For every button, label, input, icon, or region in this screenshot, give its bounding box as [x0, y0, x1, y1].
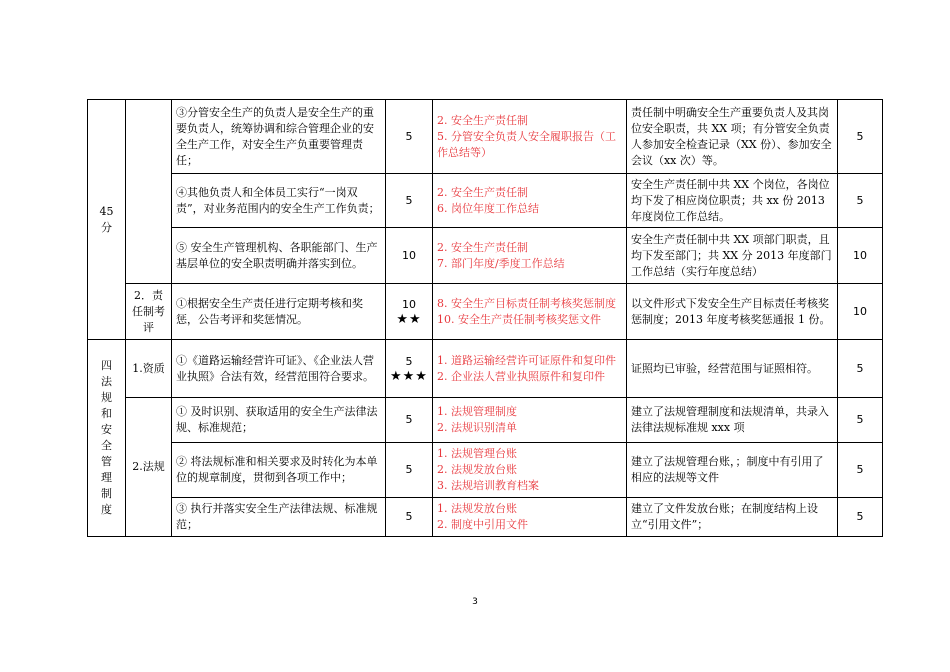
table-row [88, 398, 883, 443]
documents-cell: 1. 法规管理制度 2. 法规识别清单 [432, 398, 626, 443]
table-row [88, 228, 883, 284]
points-cell: 5 [386, 398, 433, 443]
points-cell: 5 [386, 100, 433, 174]
table-row [88, 340, 883, 398]
points-cell: 5 ★★★ [386, 340, 433, 398]
score-cell: 5 [837, 100, 882, 174]
evidence-cell: 建立了法规管理制度和法规清单，共录入法律法规标准规 xxx 项 [626, 398, 837, 443]
points-cell: 10 [386, 228, 433, 284]
documents-cell: 1. 法规管理台账 2. 法规发放台账 3. 法规培训教育档案 [432, 443, 626, 498]
documents-cell: 1. 法规发放台账 2. 制度中引用文件 [432, 498, 626, 537]
assessment-table [87, 99, 883, 537]
evidence-cell: 建立了文件发放台账；在制度结构上设立“引用文件”； [626, 498, 837, 537]
score-cell: 10 [837, 228, 882, 284]
evidence-cell: 安全生产责任制中共 XX 项部门职责，且均下发至部门；共 XX 分 2013 年度部门工作总结（实行年度总结） [626, 228, 837, 284]
subcategory-label: 2.法规 [126, 398, 172, 537]
requirement-cell: ⑤ 安全生产管理机构、各职能部门、生产基层单位的安全职责明确并落实到位。 [172, 228, 386, 284]
documents-cell: 8. 安全生产目标责任制考核奖惩制度 10. 安全生产责任制考核奖惩文件 [432, 284, 626, 340]
requirement-cell: ③ 执行并落实安全生产法律法规、标准规范； [172, 498, 386, 537]
points-cell: 5 [386, 443, 433, 498]
section-label: 四 法 规 和 安 全 管 理 制 度 [88, 340, 126, 537]
page-number: 3 [472, 597, 478, 607]
documents-cell: 1. 道路运输经营许可证原件和复印件 2. 企业法人营业执照原件和复印件 [432, 340, 626, 398]
star-rating: ★★ [396, 311, 422, 327]
table-row [88, 174, 883, 228]
score-cell: 5 [837, 340, 882, 398]
documents-cell: 2. 安全生产责任制 5. 分管安全负责人安全履职报告（工作总结等） [432, 100, 626, 174]
table-row [88, 284, 883, 340]
score-cell: 5 [837, 398, 882, 443]
star-rating: ★★★ [390, 368, 428, 384]
evidence-cell: 安全生产责任制中共 XX 个岗位，各岗位均下发了相应岗位职责；共 xx 份 2013 年度岗位工作总结。 [626, 174, 837, 228]
table-row [88, 443, 883, 498]
requirement-cell: ①根据安全生产责任进行定期考核和奖惩，公告考评和奖惩情况。 [172, 284, 386, 340]
subcategory-label: 2．责 任制考 评 [126, 284, 172, 340]
table-row [88, 100, 883, 174]
requirement-cell: ③分管安全生产的负责人是安全生产的重要负责人，统筹协调和综合管理企业的安全生产工作，对安全生产负重要管理责任； [172, 100, 386, 174]
table-row [88, 498, 883, 537]
evidence-cell: 证照均已审验，经营范围与证照相符。 [626, 340, 837, 398]
documents-cell: 2. 安全生产责任制 6. 岗位年度工作总结 [432, 174, 626, 228]
subcategory-label: 1.资质 [126, 340, 172, 398]
evidence-cell: 以文件形式下发安全生产目标责任考核奖惩制度；2013 年度考核奖惩通报 1 份。 [626, 284, 837, 340]
evidence-cell: 责任制中明确安全生产重要负责人及其岗位安全职责，共 XX 项；有分管安全负责人参加安全检查记录（XX 份）、参加安全会议（xx 次）等。 [626, 100, 837, 174]
score-cell: 5 [837, 498, 882, 537]
subcategory-cell [126, 100, 172, 284]
score-cell: 5 [837, 174, 882, 228]
points-cell: 10 ★★ [386, 284, 433, 340]
score-cell: 10 [837, 284, 882, 340]
evidence-cell: 建立了法规管理台账，；制度中有引用了相应的法规等文件 [626, 443, 837, 498]
documents-cell: 2. 安全生产责任制 7. 部门年度/季度工作总结 [432, 228, 626, 284]
points-cell: 5 [386, 498, 433, 537]
requirement-cell: ① 及时识别、获取适用的安全生产法律法规、标准规范； [172, 398, 386, 443]
score-cell: 5 [837, 443, 882, 498]
requirement-cell: ④其他负责人和全体员工实行“一岗双责”，对业务范围内的安全生产工作负责； [172, 174, 386, 228]
section-label: 45 分 [88, 100, 126, 340]
requirement-cell: ② 将法规标准和相关要求及时转化为本单位的规章制度，贯彻到各项工作中； [172, 443, 386, 498]
requirement-cell: ①《道路运输经营许可证》、《企业法人营业执照》合法有效，经营范围符合要求。 [172, 340, 386, 398]
points-cell: 5 [386, 174, 433, 228]
